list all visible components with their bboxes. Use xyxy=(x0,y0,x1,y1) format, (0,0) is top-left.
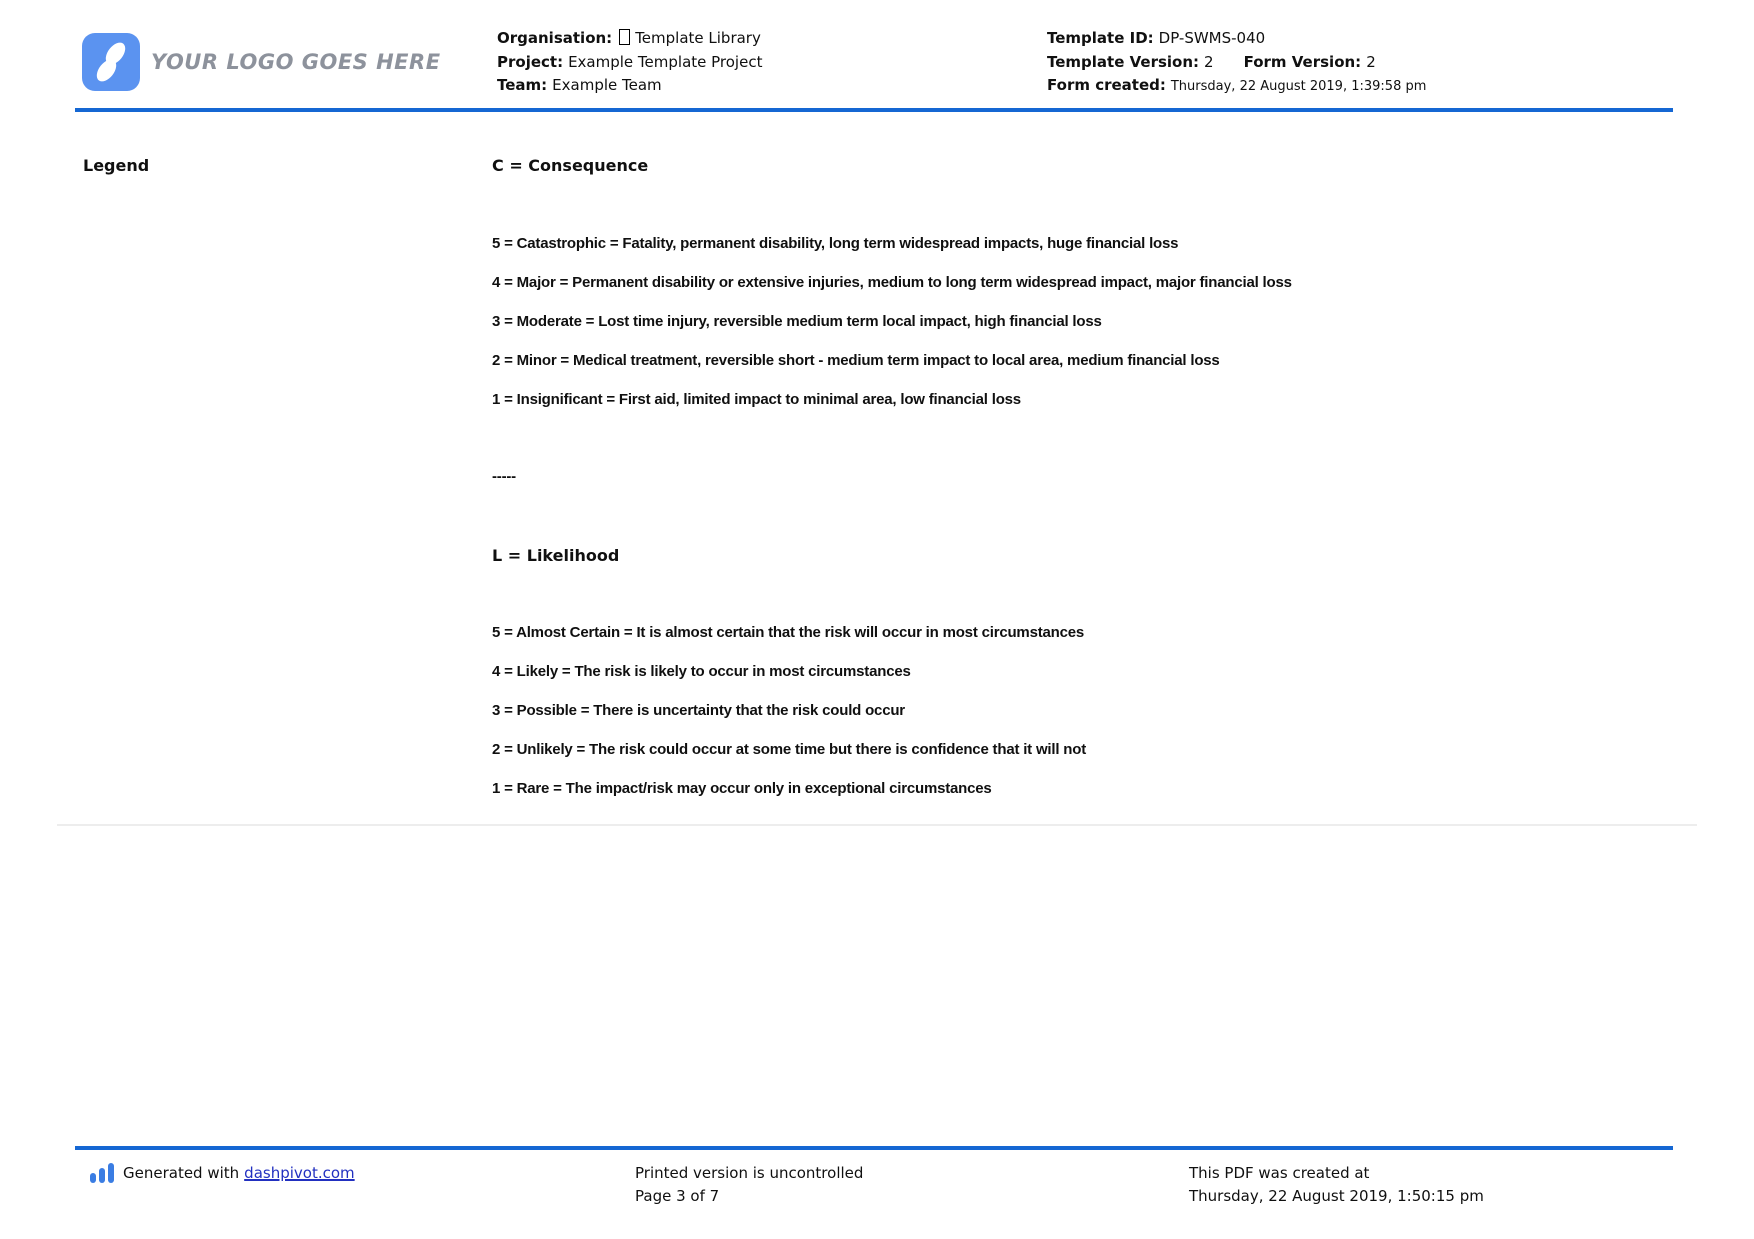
template-id-value: DP-SWMS-040 xyxy=(1158,29,1266,47)
template-version-label: Template Version: xyxy=(1047,52,1200,71)
project-label: Project: xyxy=(497,52,564,71)
organisation-row xyxy=(497,27,762,51)
consequence-item: 1 = Insignificant = First aid, limited impact to minimal area, low financial loss xyxy=(492,391,1021,408)
footer-generated xyxy=(90,1161,355,1185)
likelihood-item: 1 = Rare = The impact/risk may occur only in exceptional circumstances xyxy=(492,780,992,797)
page-number-text: Page 3 of 7 xyxy=(635,1187,720,1205)
form-created-label: Form created: xyxy=(1047,76,1166,94)
company-logo-icon xyxy=(82,33,140,91)
header-info-right xyxy=(1047,27,1426,99)
dashpivot-bars-icon xyxy=(90,1163,114,1183)
footer-print-info xyxy=(635,1162,863,1208)
versions-row xyxy=(1047,51,1426,75)
form-version-value: 2 xyxy=(1366,52,1376,71)
consequence-item: 5 = Catastrophic = Fatality, permanent disability, long term widespread impacts, huge financial loss xyxy=(492,235,1179,252)
likelihood-item: 5 = Almost Certain = It is almost certain that the risk will occur in most circumstances xyxy=(492,624,1085,641)
printed-uncontrolled-text: Printed version is uncontrolled xyxy=(635,1164,864,1182)
dashpivot-link[interactable]: dashpivot.com xyxy=(244,1164,355,1182)
form-version-label: Form Version: xyxy=(1243,52,1362,71)
likelihood-item: 4 = Likely = The risk is likely to occur in most circumstances xyxy=(492,663,911,680)
form-created-row xyxy=(1047,74,1426,99)
generated-with-text: Generated with xyxy=(123,1164,240,1182)
pdf-created-label: This PDF was created at xyxy=(1189,1164,1370,1182)
consequence-item: 3 = Moderate = Lost time injury, reversible medium term local impact, high financial loss xyxy=(492,313,1102,330)
missing-glyph-box xyxy=(619,29,630,45)
legend-section-label: Legend xyxy=(83,156,150,175)
pdf-created-timestamp: Thursday, 22 August 2019, 1:50:15 pm xyxy=(1189,1187,1484,1205)
consequence-item: 4 = Major = Permanent disability or extensive injuries, medium to long term widespread impact, major financial loss xyxy=(492,274,1292,291)
legend-separator-dashes: ----- xyxy=(492,468,516,485)
section-end-divider xyxy=(57,824,1697,826)
project-value: Example Template Project xyxy=(568,52,763,71)
template-version-value: 2 xyxy=(1204,52,1214,71)
likelihood-item: 2 = Unlikely = The risk could occur at some time but there is confidence that it will not xyxy=(492,741,1087,758)
footer-divider-rule xyxy=(75,1146,1673,1150)
organisation-label: Organisation: xyxy=(497,29,613,47)
logo-mark-icon xyxy=(82,33,140,91)
team-row xyxy=(497,74,762,98)
project-row xyxy=(497,51,762,75)
legend-content xyxy=(492,155,1672,800)
likelihood-item: 3 = Possible = There is uncertainty that the risk could occur xyxy=(492,702,905,719)
consequence-item: 2 = Minor = Medical treatment, reversible short - medium term impact to local area, medium financial loss xyxy=(492,352,1220,369)
footer-created-info xyxy=(1189,1162,1484,1208)
team-value: Example Team xyxy=(552,76,662,94)
organisation-value: Template Library xyxy=(635,29,761,47)
team-label: Team: xyxy=(497,76,548,94)
template-id-row xyxy=(1047,27,1426,51)
header-info-left xyxy=(497,27,762,98)
form-created-value: Thursday, 22 August 2019, 1:39:58 pm xyxy=(1170,79,1427,94)
logo-placeholder-text: YOUR LOGO GOES HERE xyxy=(151,50,441,74)
likelihood-heading: L = Likelihood xyxy=(492,546,620,565)
header-divider-rule xyxy=(75,108,1673,112)
consequence-heading: C = Consequence xyxy=(492,156,649,175)
template-id-label: Template ID: xyxy=(1047,29,1154,47)
